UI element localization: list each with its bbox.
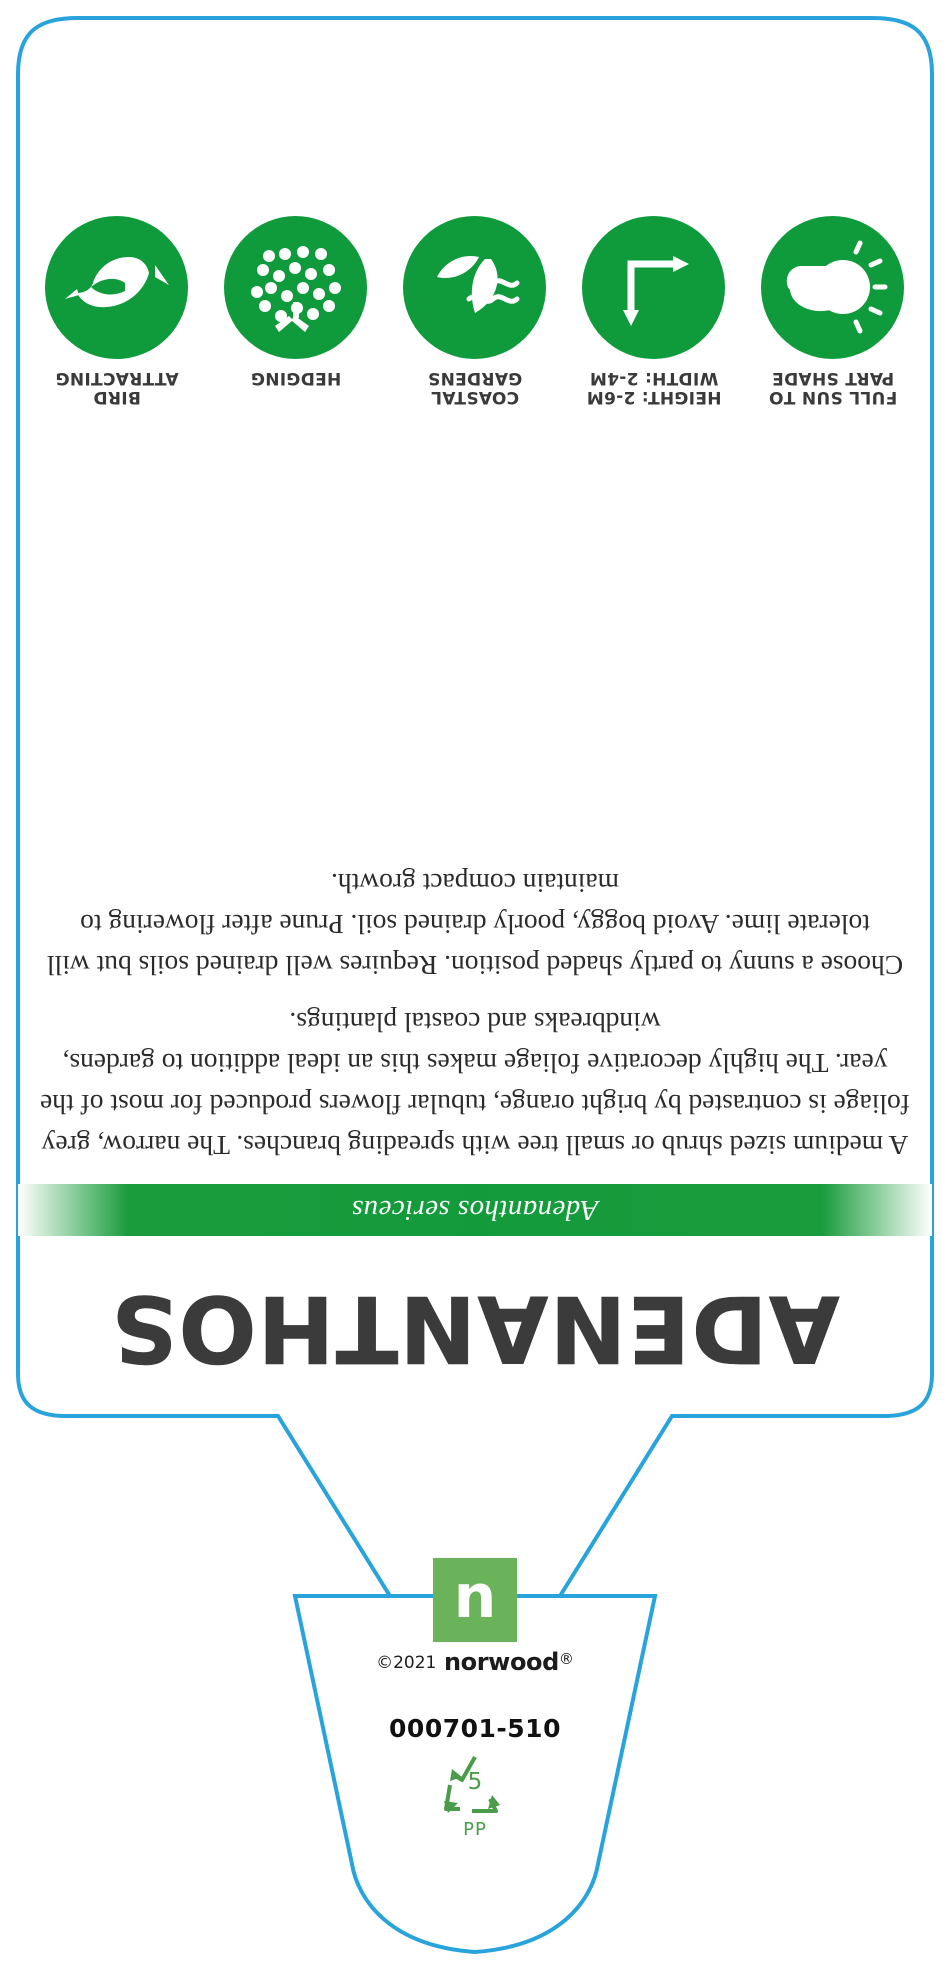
copyright-line (0, 1648, 950, 1676)
caption-line: FULL SUN TO (768, 387, 898, 407)
feature-coastal-gardens (394, 216, 556, 406)
logo-letter: n (453, 1562, 497, 1632)
feature-caption (587, 368, 722, 406)
feature-caption (251, 368, 342, 406)
caption-line: BIRD (93, 387, 141, 407)
feature-caption (428, 368, 523, 406)
bird-attracting-icon (46, 216, 189, 359)
norwood-logo-icon (433, 1558, 517, 1642)
description-paragraph-2: Choose a sunny to partly shaded position. Requires well drained soils but will tolerate lime. Avoid boggy, poorly drained soil. Prune after flowering to maintain compact growth. (46, 868, 904, 981)
species-name: Adenanthos sericeus (351, 1194, 599, 1227)
page-title: ADENANTHOS (110, 1275, 840, 1382)
feature-icon-row (36, 216, 914, 406)
feature-sun-part-shade (752, 216, 914, 406)
sun-part-shade-icon (762, 216, 905, 359)
footer-block (0, 1558, 950, 1840)
caption-line: PART SHADE (771, 368, 895, 388)
description-block (40, 847, 910, 1166)
caption-line: GARDENS (427, 368, 523, 388)
dimensions-icon (583, 216, 726, 359)
product-code: 000701-510 (389, 1714, 561, 1743)
feature-caption (769, 368, 898, 406)
caption-line: COASTAL (430, 387, 520, 407)
caption-line: WIDTH: 2-4M (589, 368, 719, 388)
feature-hedging (215, 216, 377, 406)
species-bar (18, 1184, 932, 1236)
hedging-icon (225, 216, 368, 359)
brand-text: norwood (443, 1648, 559, 1676)
registered-mark: ® (558, 1650, 574, 1668)
caption-line: HEIGHT: 2-6M (586, 387, 722, 407)
feature-caption (55, 368, 178, 406)
recycle-number: 5 (467, 1769, 483, 1795)
caption-line: ATTRACTING (55, 368, 179, 388)
recycle-material-label: PP (463, 1819, 487, 1840)
label-card-content (18, 16, 932, 1416)
copyright-mark: ©2021 (376, 1653, 437, 1673)
coastal-gardens-icon (404, 216, 547, 359)
feature-dimensions (573, 216, 735, 406)
recycle-triangle-icon (438, 1751, 512, 1817)
recycling-symbol (0, 1751, 950, 1840)
description-paragraph-1: A medium sized shrub or small tree with spreading branches. The narrow, grey foliage is contrasted by bright orange, tubular flowers produced for most of the year. The highly decorative foliage makes this an ideal addition to gardens, windbreaks and coastal plantings. (40, 1007, 910, 1161)
caption-line: HEDGING (250, 368, 342, 388)
feature-bird-attracting (36, 216, 198, 406)
